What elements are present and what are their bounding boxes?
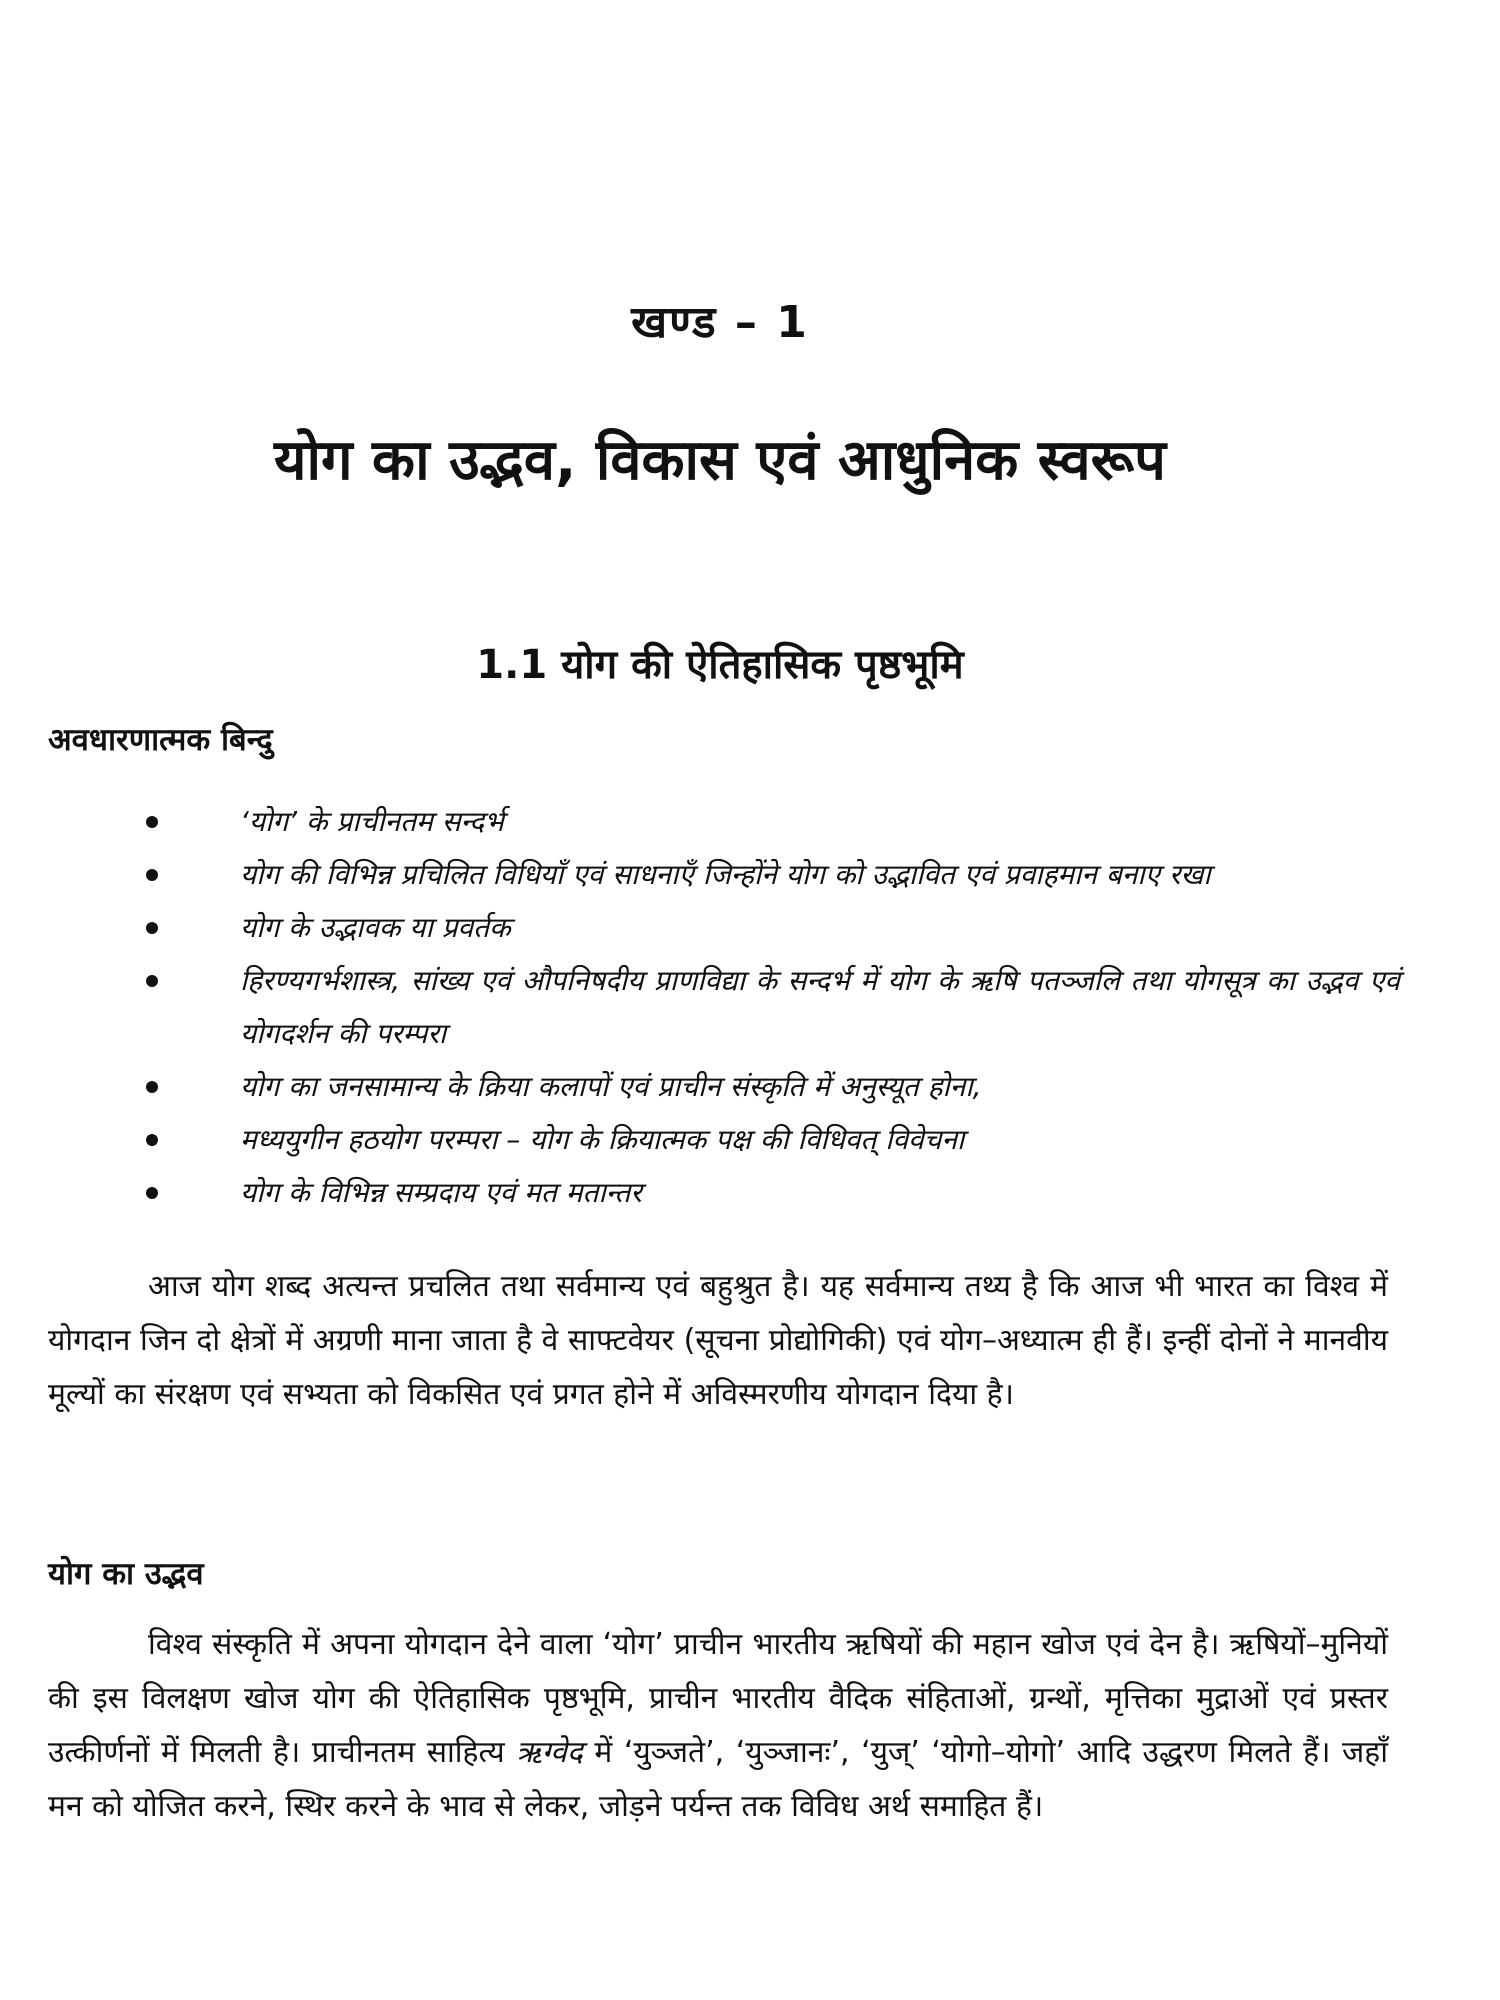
concept-item: [140, 1113, 1400, 1166]
concept-item: [140, 1166, 1400, 1219]
bullet-icon: [146, 1134, 158, 1146]
concept-item: [140, 795, 1400, 848]
concept-item-text: योग के विभिन्न सम्प्रदाय एवं मत मतान्तर: [240, 1176, 642, 1209]
bullet-icon: [146, 1081, 158, 1093]
concept-item: [140, 954, 1400, 1060]
origin-heading: योग का उद्भव: [48, 1556, 204, 1592]
concepts-list: [140, 795, 1400, 1219]
concept-item: [140, 848, 1400, 901]
rigveda-term: ऋग्वेद: [516, 1735, 583, 1770]
concept-item: [140, 901, 1400, 954]
concept-item-text: योग की विभिन्न प्रचिलित विधियाँ एवं साधनाएँ जिन्होंने योग को उद्भावित एवं प्रवाहमान बनाए रखा: [240, 858, 1211, 891]
section-title: 1.1 योग की ऐतिहासिक पृष्ठभूमि: [476, 642, 964, 688]
part-label: खण्ड – 1: [631, 297, 809, 348]
concept-item-text: योग के उद्भावक या प्रवर्तक: [240, 911, 511, 944]
intro-paragraph: आज योग शब्द अत्यन्त प्रचलित तथा सर्वमान्य एवं बहुश्रुत है। यह सर्वमान्य तथ्य है कि आज भी भारत का विश्व में योगदान जिन दो क्षेत्रों में अग्रणी माना जाता है वे साफ्टवेयर (सूचना प्रोद्योगिकी) एवं योग–अध्यात्म ही हैं। इन्हीं दोनों ने मानवीय मूल्यों का संरक्षण एवं सभ्यता को विकसित एवं प्रगत होने में अविस्मरणीय योगदान दिया है।: [48, 1269, 1388, 1412]
concept-item-text: मध्ययुगीन हठयोग परम्परा – योग के क्रियात्मक पक्ष की विधिवत् विवेचना: [240, 1123, 965, 1156]
bullet-icon: [146, 1187, 158, 1199]
concepts-heading: अवधारणात्मक बिन्दु: [48, 722, 273, 758]
bullet-icon: [146, 869, 158, 881]
bullet-icon: [146, 922, 158, 934]
concept-item-text: ‘योग’ के प्राचीनतम सन्दर्भ: [240, 805, 504, 838]
chapter-title: योग का उद्भव, विकास एवं आधुनिक स्वरूप: [274, 428, 1166, 493]
concept-item: [140, 1060, 1400, 1113]
origin-paragraph-part2: में ‘युञ्जते’, ‘युञ्जानः’, ‘युज्’ ‘योगो–योगो’ आदि उद्धरण मिलते हैं। जहाँ मन को योजित करने, स्थिर करने के भाव से लेकर, जोड़ने पर्यन्त तक विविध अर्थ समाहित हैं।: [48, 1735, 1388, 1824]
concept-item-text: हिरण्यगर्भशास्त्र, सांख्य एवं औपनिषदीय प्राणविद्या के सन्दर्भ में योग के ऋषि पतञ्जलि तथा योगसूत्र का उद्भव एवं योगदर्शन की परम्परा: [240, 964, 1400, 1050]
bullet-icon: [146, 816, 158, 828]
origin-paragraph: [48, 1618, 1388, 1834]
bullet-icon: [146, 975, 158, 987]
concept-item-text: योग का जनसामान्य के क्रिया कलापों एवं प्राचीन संस्कृति में अनुस्यूत होना,: [240, 1070, 982, 1103]
origin-paragraph-part1: विश्व संस्कृति में अपना योगदान देने वाला ‘योग’ प्राचीन भारतीय ऋषियों की महान खोज एवं देन है। ऋषियों–मुनियों की इस विलक्षण खोज योग की ऐतिहासिक पृष्ठभूमि, प्राचीन भारतीय वैदिक संहिताओं, ग्रन्थों, मृत्तिका मुद्राओं एवं प्रस्तर उत्कीर्णनों में मिलती है। प्राचीनतम साहित्य: [48, 1627, 1388, 1770]
